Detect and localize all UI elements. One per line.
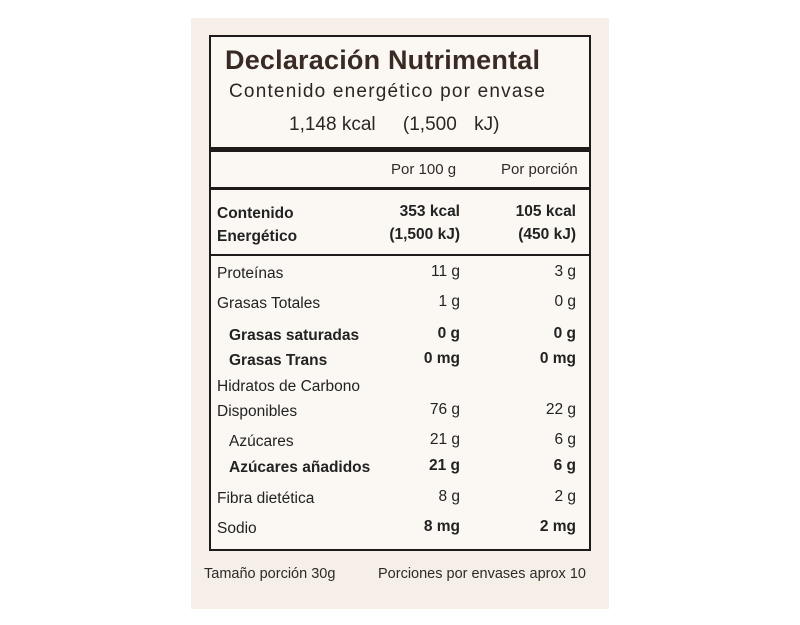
nutrient-per-portion: 3 g (554, 263, 576, 280)
nutrient-per-100g: 0 g (437, 325, 460, 342)
nutrient-per-100g: 21 g (428, 457, 460, 474)
nutrient-per-portion: 0 g (554, 293, 576, 310)
nutrient-per-100g: 8 g (438, 488, 460, 505)
nutrient-label: Fibra dietética (217, 490, 315, 507)
total-energy (289, 114, 499, 136)
nutrient-per-portion: 0 g (553, 325, 576, 342)
nutrient-per-portion: 6 g (554, 431, 576, 448)
total-energy-kj: (1,500 (402, 114, 457, 135)
energy-subtitle: Contenido energético por envase (229, 81, 547, 102)
nutrient-label: Proteínas (217, 265, 284, 282)
energy-label-line1: Contenido (217, 205, 294, 222)
nutrient-per-100g: 11 g (430, 263, 460, 280)
nutrient-per-portion: 22 g (545, 401, 576, 418)
total-energy-kj-unit: kJ) (474, 114, 500, 135)
nutrient-per-100g: 0 mg (423, 350, 460, 367)
nutrient-label-line2: Disponibles (217, 403, 298, 420)
nutrient-label: Grasas saturadas (229, 327, 360, 344)
divider-thick (211, 147, 589, 152)
portion-size: Tamaño porción 30g (204, 566, 336, 582)
divider-energy (211, 254, 589, 256)
column-header-per-portion: Por porción (501, 161, 578, 178)
nutrient-label: Azúcares añadidos (229, 459, 371, 476)
energy-per-portion-kcal: 105 kcal (515, 203, 576, 220)
nutrition-facts-panel (209, 35, 591, 551)
nutrient-label: Sodio (217, 520, 257, 537)
energy-per-100g-kj: (1,500 kJ) (389, 226, 460, 243)
label-title: Declaración Nutrimental (225, 45, 541, 75)
nutrient-label-line1: Hidratos de Carbono (217, 378, 361, 395)
nutrient-label: Grasas Totales (217, 295, 321, 312)
nutrient-per-portion: 2 mg (539, 518, 576, 535)
nutrient-per-portion: 2 g (554, 488, 576, 505)
energy-per-100g-kcal: 353 kcal (399, 203, 460, 220)
energy-per-portion-kj: (450 kJ) (518, 226, 576, 243)
nutrient-per-portion: 0 mg (539, 350, 576, 367)
nutrient-per-100g: 1 g (438, 293, 460, 310)
nutrient-label: Grasas Trans (229, 352, 328, 369)
energy-label-line2: Energético (217, 228, 298, 245)
nutrient-per-100g: 21 g (429, 431, 460, 448)
divider-header (211, 187, 589, 190)
nutrient-per-100g: 8 mg (423, 518, 460, 535)
nutrient-per-portion: 6 g (553, 457, 576, 474)
nutrient-label: Azúcares (229, 433, 294, 450)
total-energy-kcal: 1,148 kcal (289, 114, 376, 135)
portions-per-package: Porciones por envases aprox 10 (378, 566, 586, 582)
nutrient-per-100g: 76 g (429, 401, 460, 418)
column-header-per-100g: Por 100 g (391, 161, 457, 178)
